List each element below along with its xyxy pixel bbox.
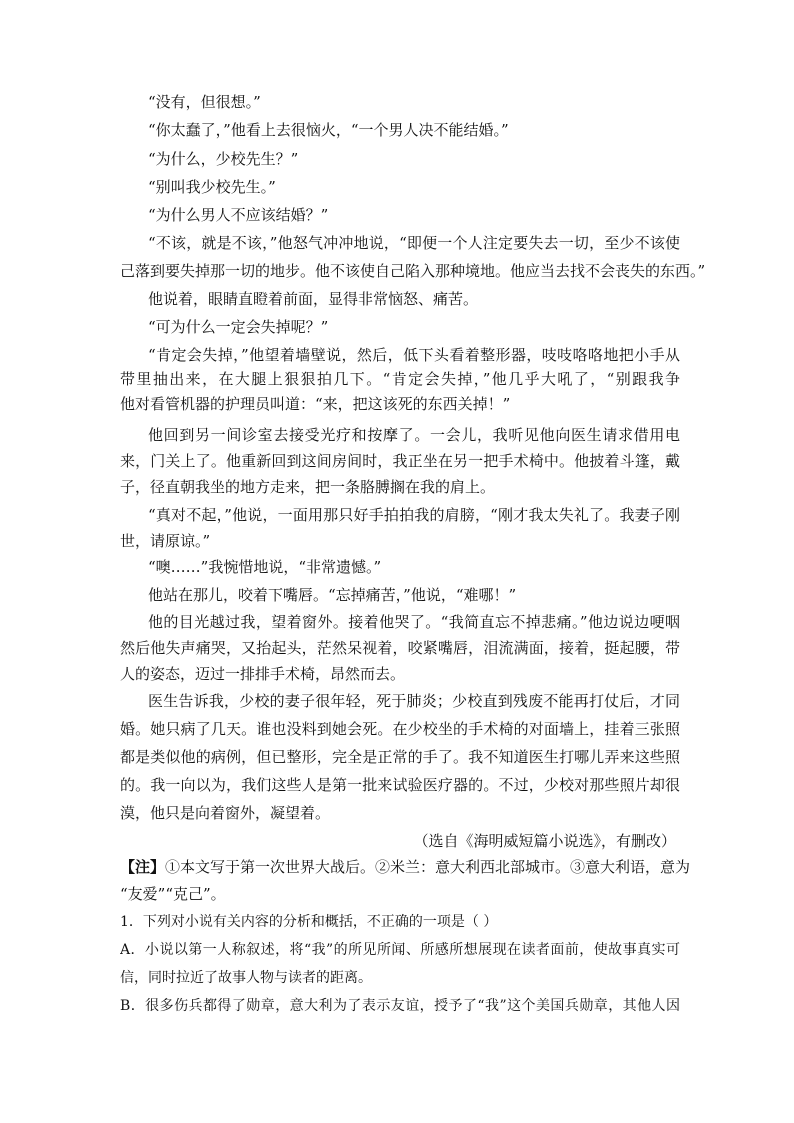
question-stem: 1．下列对小说有关内容的分析和概括，不正确的一项是（ ） <box>120 914 498 930</box>
paragraph-line: 都是类似他的病例，但已整形，完全是正常的手了。我不知道医生打哪儿弄来这些照 <box>120 748 680 766</box>
paragraph-line: 带里抽出来，在大腿上狠狠拍几下。“肯定会失掉，”他几乎大吼了，“别跟我争 <box>120 370 680 388</box>
dialogue-line: “为什么，少校先生？” <box>148 150 299 168</box>
paragraph-line: 漠，他只是向着窗外，凝望着。 <box>120 804 331 822</box>
option-b-line: B．很多伤兵都得了勋章，意大利为了表示友谊，授予了“我”这个美国兵勋章，其他人因 <box>120 998 680 1014</box>
option-a-line: 信，同时拉近了故事人物与读者的距离。 <box>120 970 372 986</box>
paragraph-line: “不该，就是不该，”他怒气冲冲地说，“即便一个人注定要失去一切，至少不该使 <box>148 234 680 252</box>
paragraph-line: 世，请原谅。” <box>120 532 211 550</box>
footnote-text: ①本文写于第一次世界大战后。②米兰：意大利西北部城市。③意大利语，意为 <box>165 858 691 876</box>
source-citation: （选自《海明威短篇小说选》，有删改） <box>413 832 676 850</box>
paragraph-line: “真对不起，”他说，一面用那只好手拍拍我的肩膀，“刚才我太失礼了。我妻子刚 <box>148 506 680 524</box>
footnote-line: “友爱”“克己”。 <box>120 885 226 903</box>
dialogue-line: “为什么男人不应该结婚？” <box>148 206 329 224</box>
paragraph-line: 他的目光越过我，望着窗外。接着他哭了。“我简直忘不掉悲痛。”他边说边哽咽 <box>148 613 680 631</box>
option-a-line: A．小说以第一人称叙述，将“我”的所见所闻、所感所想展现在读者面前，使故事真实可 <box>120 942 680 958</box>
footnote-label: 【注】 <box>120 858 166 876</box>
footnote-line <box>120 857 691 877</box>
paragraph-line: “肯定会失掉，”他望着墙壁说，然后，低下头看着整形器，吱吱咯咯地把小手从 <box>148 346 680 364</box>
paragraph-line: 己落到要失掉那一切的地步。他不该使自己陷入那种境地。他应当去找不会丧失的东西。” <box>120 262 706 280</box>
dialogue-line: “可为什么一定会失掉呢？” <box>148 318 329 336</box>
paragraph-line: 子，径直朝我坐的地方走来，把一条胳膊搁在我的肩上。 <box>120 478 496 496</box>
paragraph-line: 的。我一向以为，我们这些人是第一批来试验医疗器的。不过，少校对那些照片却很 <box>120 776 680 794</box>
paragraph-line: 婚。她只病了几天。谁也没料到她会死。在少校坐的手术椅的对面墙上，挂着三张照 <box>120 720 680 738</box>
paragraph-line: 人的姿态，迈过一排排手术椅，昂然而去。 <box>120 665 406 683</box>
dialogue-line: “你太蠢了，”他看上去很恼火，“一个男人决不能结婚。” <box>148 121 509 139</box>
paragraph-line: 他回到另一间诊室去接受光疗和按摩了。一会儿，我听见他向医生请求借用电 <box>148 426 680 444</box>
paragraph-line: 他对看管机器的护理员叫道：“来，把这该死的东西关掉！” <box>120 395 511 413</box>
dialogue-line: “没有，但很想。” <box>148 93 261 111</box>
paragraph-line: 来，门关上了。他重新回到这间房间时，我正坐在另一把手术椅中。他披着斗篷，戴 <box>120 452 680 470</box>
paragraph-line: 医生告诉我，少校的妻子很年轻，死于肺炎；少校直到残废不能再打仗后，才同 <box>148 692 680 710</box>
dialogue-line: “别叫我少校先生。” <box>148 178 276 196</box>
paragraph-line: 他说着，眼睛直瞪着前面，显得非常恼怒、痛苦。 <box>148 290 479 308</box>
dialogue-line: “噢……”我惋惜地说，“非常遗憾。” <box>148 558 382 576</box>
paragraph-line: 然后他失声痛哭，又抬起头，茫然呆视着，咬紧嘴唇，泪流满面，接着，挺起腰，带 <box>120 639 680 657</box>
paragraph-line: 他站在那儿，咬着下嘴唇。“忘掉痛苦，”他说，“难哪！” <box>148 586 517 604</box>
